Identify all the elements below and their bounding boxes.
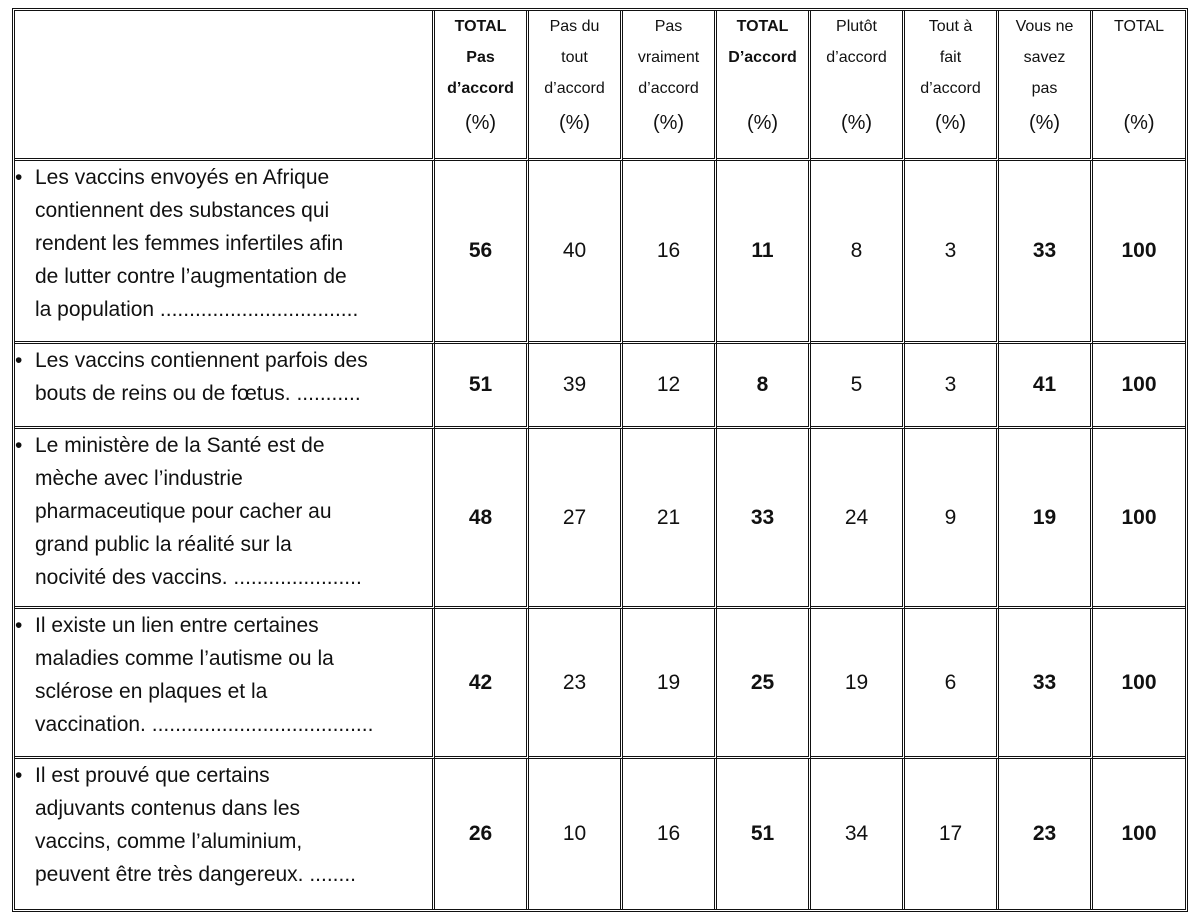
column-unit: (%): [934, 112, 967, 134]
bullet: •: [15, 614, 23, 637]
statement-cell: [15, 161, 435, 344]
value-total-agree: 51: [717, 759, 811, 909]
table-row: [15, 759, 1185, 909]
bullet: •: [15, 764, 23, 787]
value-somewhat-disagree: 16: [623, 161, 717, 344]
column-unit: (%): [840, 112, 873, 134]
header-somewhat-disagree: [623, 11, 717, 161]
statement-cell: [15, 429, 435, 609]
value-strongly-agree: 3: [905, 161, 999, 344]
column-unit: (%): [558, 112, 591, 134]
header-somewhat-agree: [811, 11, 905, 161]
value-dont-know: 41: [999, 344, 1093, 429]
value-total-disagree: 26: [435, 759, 529, 909]
statement-text: Les vaccins contiennent parfois des bouts de reins ou de fœtus. ...........: [35, 349, 368, 405]
statement-cell: [15, 609, 435, 759]
value-total: 100: [1093, 609, 1185, 759]
value-strongly-disagree: 40: [529, 161, 623, 344]
column-unit: (%): [746, 112, 779, 134]
header-total-disagree: [435, 11, 529, 161]
column-label: Tout à fait d’accord: [920, 18, 981, 97]
value-strongly-disagree: 39: [529, 344, 623, 429]
column-label: TOTAL Pas d’accord: [447, 18, 514, 97]
table-row: [15, 161, 1185, 344]
value-total-agree: 33: [717, 429, 811, 609]
value-strongly-agree: 3: [905, 344, 999, 429]
statement-text: Les vaccins envoyés en Afrique contiennent des substances qui rendent les femmes infertiles afin de lutter contre l’augmentation de la population ..................................: [35, 166, 359, 321]
statement-text: Il existe un lien entre certaines maladies comme l’autisme ou la sclérose en plaques et la vaccination. ......................................: [35, 614, 374, 736]
value-total-disagree: 56: [435, 161, 529, 344]
value-strongly-agree: 9: [905, 429, 999, 609]
value-somewhat-agree: 5: [811, 344, 905, 429]
value-total-disagree: 51: [435, 344, 529, 429]
header-strongly-agree: [905, 11, 999, 161]
value-somewhat-agree: 34: [811, 759, 905, 909]
value-total-agree: 8: [717, 344, 811, 429]
statement-cell: [15, 344, 435, 429]
value-strongly-disagree: 27: [529, 429, 623, 609]
value-total: 100: [1093, 429, 1185, 609]
statement-text: Il est prouvé que certains adjuvants contenus dans les vaccins, comme l’aluminium, peuvent être très dangereux. ........: [35, 764, 357, 886]
value-somewhat-agree: 19: [811, 609, 905, 759]
value-strongly-disagree: 10: [529, 759, 623, 909]
value-somewhat-disagree: 21: [623, 429, 717, 609]
value-somewhat-disagree: 16: [623, 759, 717, 909]
statement-text: Le ministère de la Santé est de mèche avec l’industrie pharmaceutique pour cacher au grand public la réalité sur la nocivité des vaccins. ......................: [35, 434, 362, 589]
value-total-agree: 25: [717, 609, 811, 759]
value-somewhat-agree: 24: [811, 429, 905, 609]
column-unit: (%): [1123, 112, 1155, 134]
value-somewhat-agree: 8: [811, 161, 905, 344]
column-label: Pas vraiment d’accord: [637, 18, 700, 97]
column-unit: (%): [652, 112, 685, 134]
header-corner-cell: [15, 11, 435, 161]
value-somewhat-disagree: 19: [623, 609, 717, 759]
value-dont-know: 19: [999, 429, 1093, 609]
value-total-disagree: 42: [435, 609, 529, 759]
table-row: [15, 429, 1185, 609]
column-unit: (%): [464, 112, 497, 134]
value-somewhat-disagree: 12: [623, 344, 717, 429]
column-label: Plutôt d’accord: [826, 18, 887, 66]
survey-results-table: [12, 8, 1188, 912]
header-total: [1093, 11, 1185, 161]
column-label: Pas du tout d’accord: [544, 18, 605, 97]
value-dont-know: 23: [999, 759, 1093, 909]
header-row: [15, 11, 1185, 161]
bullet: •: [15, 349, 23, 372]
column-unit: (%): [1028, 112, 1061, 134]
value-total-disagree: 48: [435, 429, 529, 609]
value-strongly-disagree: 23: [529, 609, 623, 759]
column-label: TOTAL: [1113, 18, 1165, 35]
value-total: 100: [1093, 344, 1185, 429]
header-total-agree: [717, 11, 811, 161]
value-total-agree: 11: [717, 161, 811, 344]
statement-cell: [15, 759, 435, 909]
table-row: [15, 609, 1185, 759]
column-label: TOTAL D’accord: [728, 18, 797, 66]
value-strongly-agree: 6: [905, 609, 999, 759]
header-strongly-disagree: [529, 11, 623, 161]
bullet: •: [15, 166, 23, 189]
value-total: 100: [1093, 161, 1185, 344]
bullet: •: [15, 434, 23, 457]
value-dont-know: 33: [999, 609, 1093, 759]
value-strongly-agree: 17: [905, 759, 999, 909]
value-dont-know: 33: [999, 161, 1093, 344]
header-dont-know: [999, 11, 1093, 161]
value-total: 100: [1121, 822, 1157, 845]
column-label: Vous ne savez pas: [1015, 18, 1074, 97]
table-row: [15, 344, 1185, 429]
